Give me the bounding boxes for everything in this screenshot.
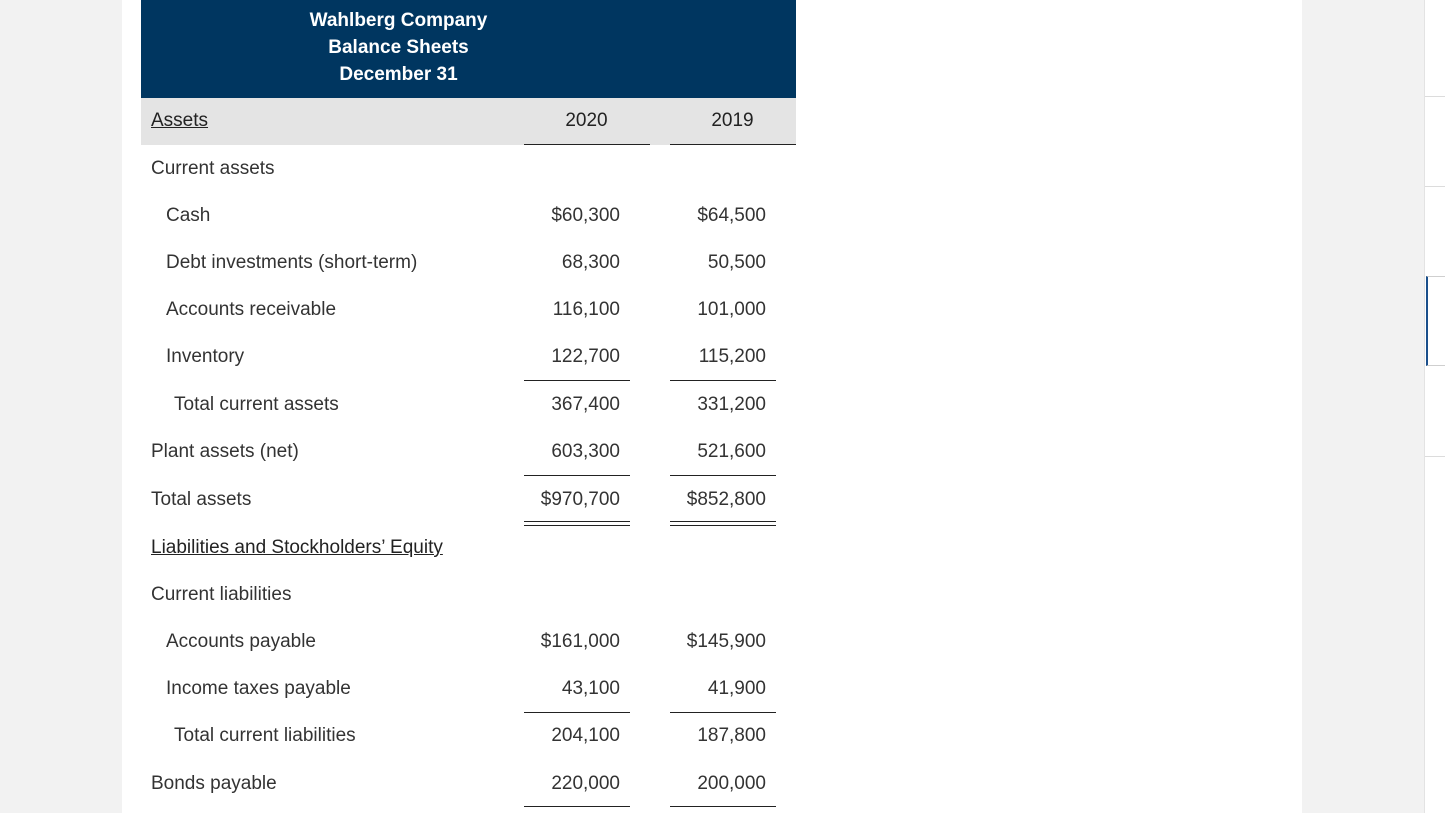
- side-scroll-strip[interactable]: [1424, 0, 1445, 813]
- income-taxes-payable-2020: 43,100: [561, 678, 620, 699]
- company-name: Wahlberg Company: [309, 10, 488, 31]
- row-label-current-liabilities: Current liabilities: [151, 584, 292, 605]
- accounts-payable-2019: $145,900: [686, 631, 766, 652]
- row-label-accounts-payable: Accounts payable: [166, 631, 316, 652]
- strip-divider: [1425, 186, 1445, 187]
- row-label-cash: Cash: [166, 205, 211, 226]
- strip-divider: [1425, 456, 1445, 457]
- plant-assets-2020: 603,300: [551, 441, 620, 462]
- total-double-rule: [524, 521, 630, 526]
- row-label-debt-investments: Debt investments (short-term): [166, 252, 418, 273]
- total-double-rule: [670, 521, 776, 526]
- subtotal-rule: [524, 712, 630, 713]
- strip-divider: [1425, 96, 1445, 97]
- row-label-current-assets: Current assets: [151, 158, 275, 179]
- year-2019-rule: [670, 144, 796, 145]
- row-label-income-taxes-payable: Income taxes payable: [166, 678, 351, 699]
- subtotal-rule: [524, 475, 630, 476]
- bonds-payable-2020: 220,000: [551, 773, 620, 794]
- row-label-plant-assets: Plant assets (net): [151, 441, 299, 462]
- liabilities-equity-heading: Liabilities and Stockholders’ Equity: [151, 537, 443, 558]
- accounts-receivable-2019: 101,000: [697, 299, 766, 320]
- row-label-total-assets: Total assets: [151, 489, 252, 510]
- column-header-row: [141, 98, 796, 145]
- row-label-total-current-assets: Total current assets: [174, 394, 339, 415]
- row-label-bonds-payable: Bonds payable: [151, 773, 277, 794]
- plant-assets-2019: 521,600: [697, 441, 766, 462]
- strip-active-marker[interactable]: [1426, 276, 1445, 366]
- statement-header: [141, 0, 796, 98]
- accounts-payable-2020: $161,000: [540, 631, 620, 652]
- total-current-liabilities-2020: 204,100: [551, 725, 620, 746]
- row-label-total-current-liabilities: Total current liabilities: [174, 725, 356, 746]
- assets-heading: Assets: [151, 110, 209, 131]
- year-2019-heading: 2019: [711, 110, 754, 131]
- subtotal-rule: [524, 380, 630, 381]
- year-2020-heading: 2020: [565, 110, 608, 131]
- subtotal-rule: [670, 380, 776, 381]
- subtotal-rule: [524, 806, 630, 807]
- subtotal-rule: [670, 475, 776, 476]
- row-label-inventory: Inventory: [166, 346, 245, 367]
- subtotal-rule: [670, 806, 776, 807]
- cash-2019: $64,500: [697, 205, 766, 226]
- inventory-2019: 115,200: [698, 346, 766, 367]
- debt-investments-2019: 50,500: [707, 252, 766, 273]
- bonds-payable-2019: 200,000: [697, 773, 766, 794]
- inventory-2020: 122,700: [551, 346, 620, 367]
- total-assets-2020: $970,700: [540, 489, 620, 510]
- total-current-assets-2019: 331,200: [697, 394, 766, 415]
- total-current-liabilities-2019: 187,800: [697, 725, 766, 746]
- cash-2020: $60,300: [551, 205, 620, 226]
- accounts-receivable-2020: 116,100: [552, 299, 620, 320]
- subtotal-rule: [670, 712, 776, 713]
- statement-date: December 31: [339, 64, 458, 85]
- debt-investments-2020: 68,300: [561, 252, 620, 273]
- total-assets-2019: $852,800: [686, 489, 766, 510]
- statement-title: Balance Sheets: [328, 37, 469, 58]
- year-2020-rule: [524, 144, 650, 145]
- income-taxes-payable-2019: 41,900: [707, 678, 766, 699]
- total-current-assets-2020: 367,400: [551, 394, 620, 415]
- row-label-accounts-receivable: Accounts receivable: [166, 299, 337, 320]
